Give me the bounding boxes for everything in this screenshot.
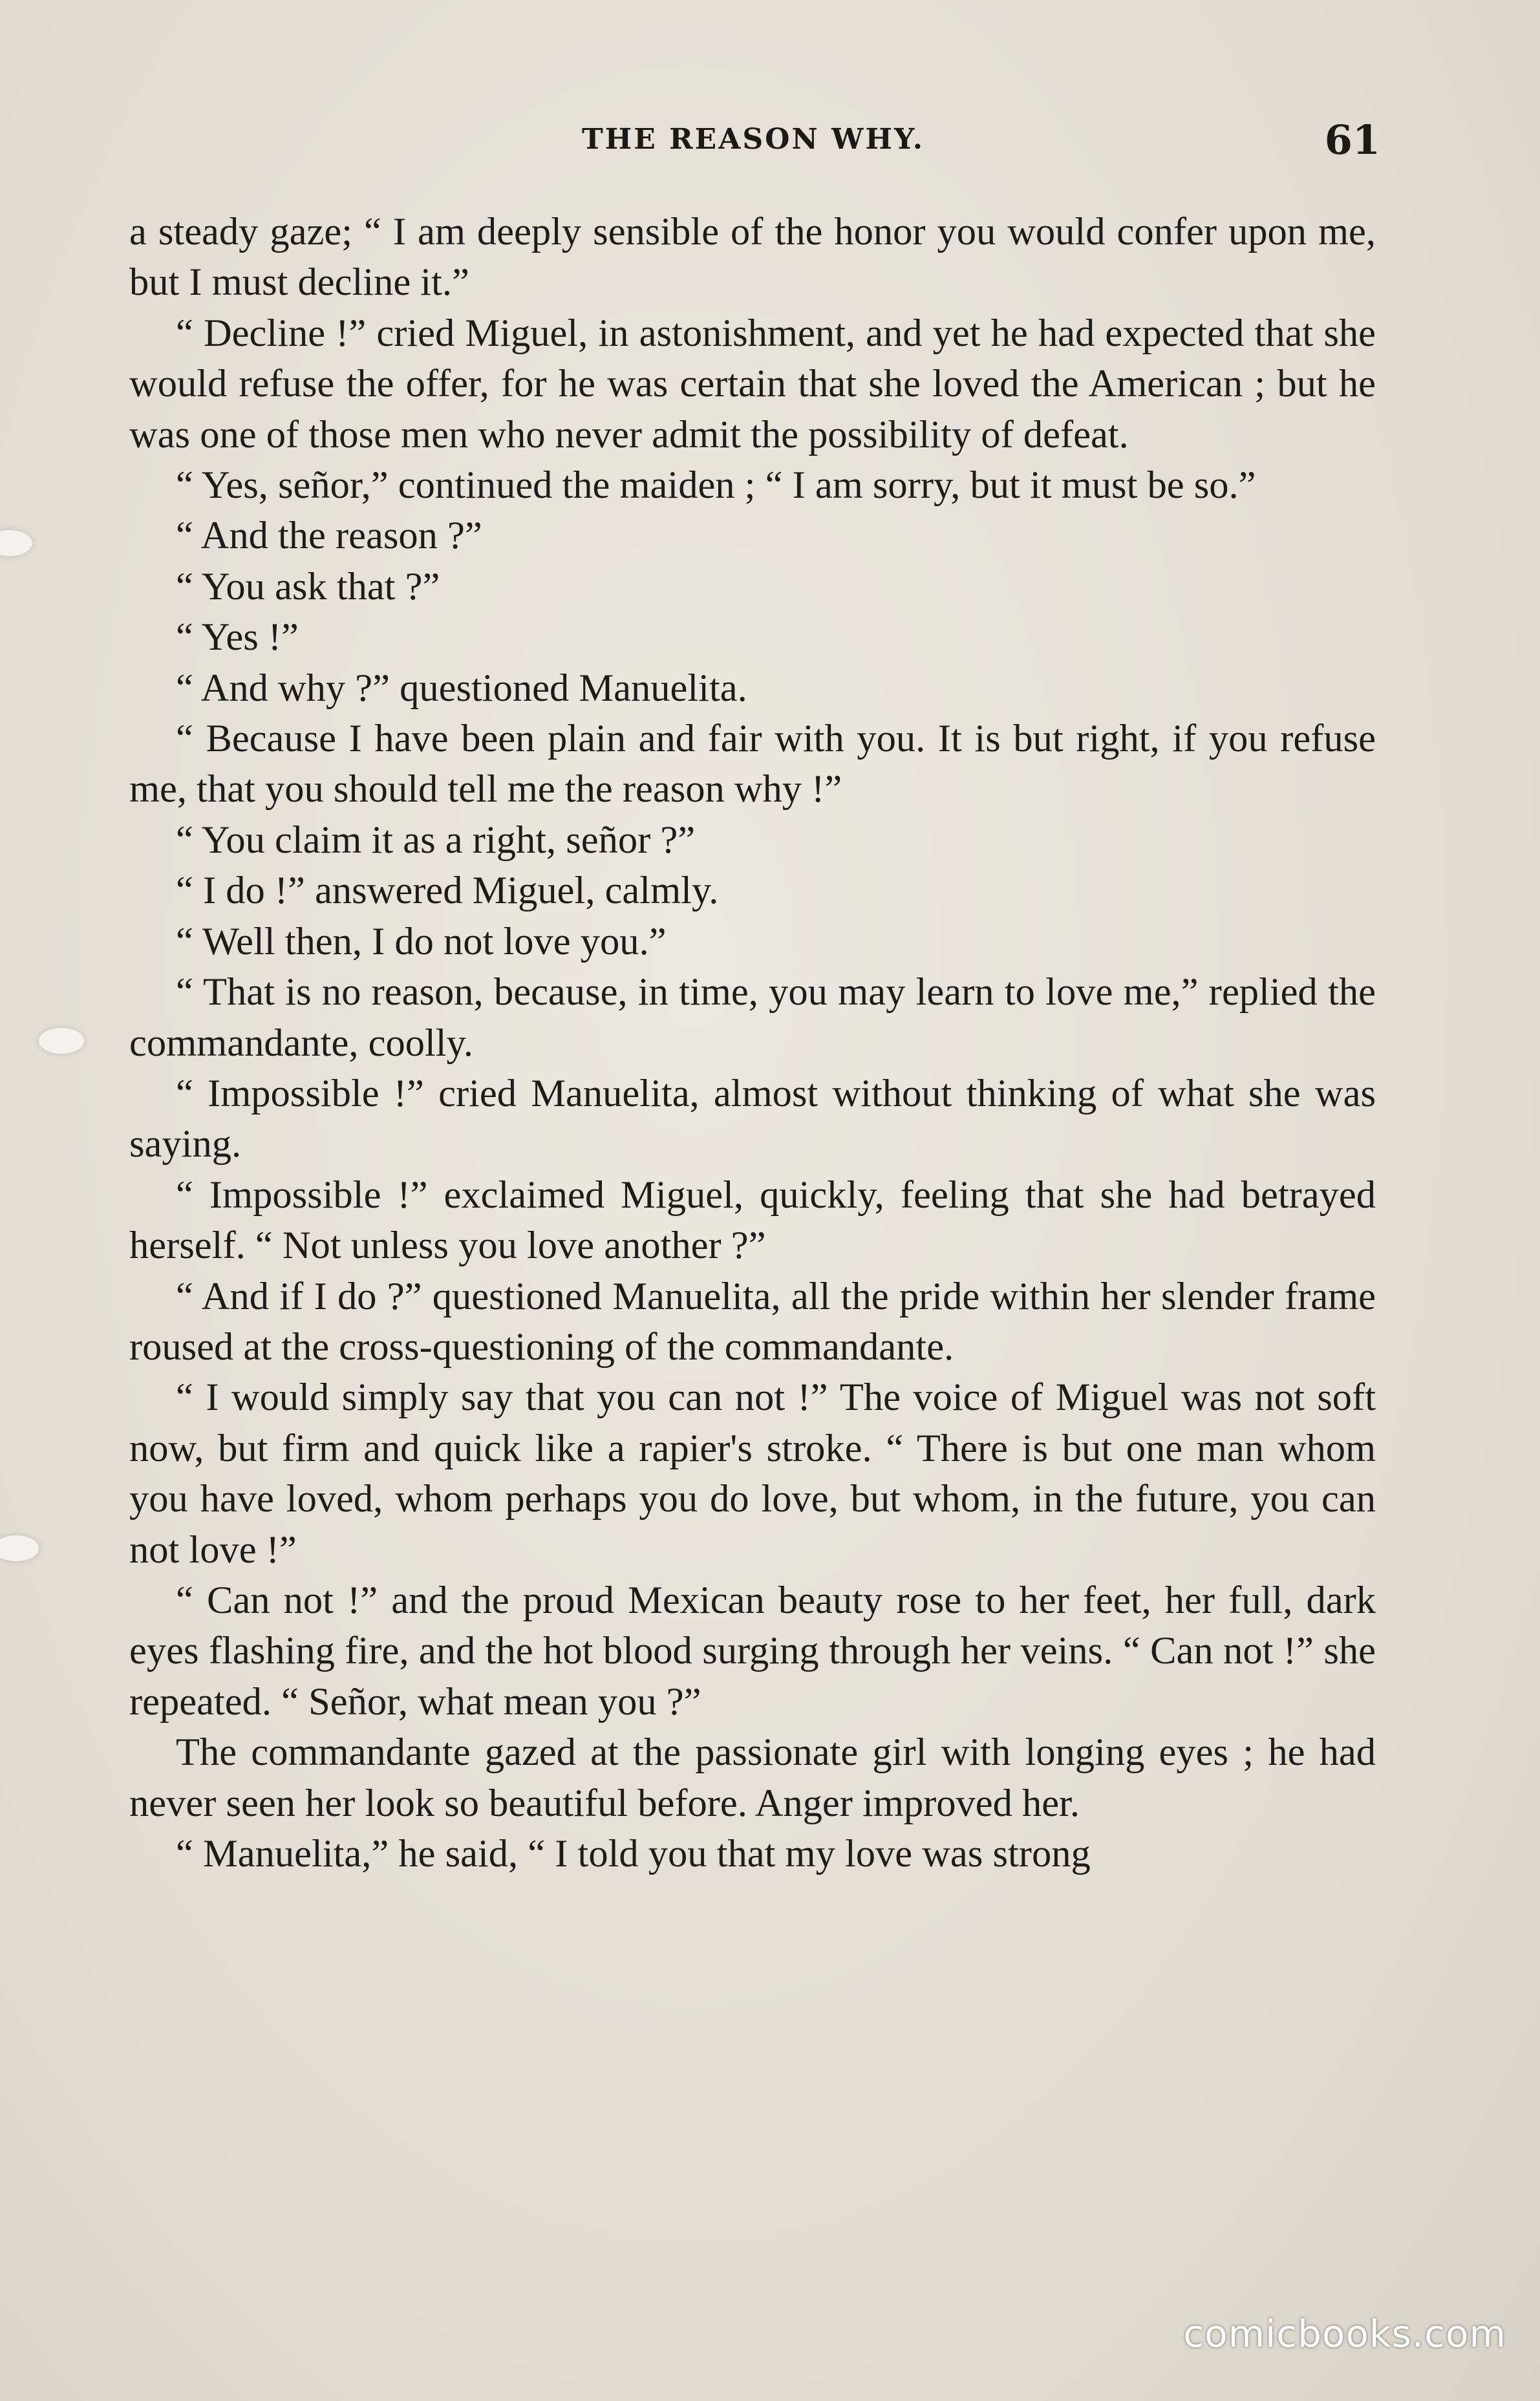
paragraph: “ Yes, señor,” continued the maiden ; “ I am sorry, but it must be so.”	[176, 464, 1256, 507]
body-text	[129, 207, 1376, 1879]
paragraph: a steady gaze; “ I am deeply sensible of the honor you would confer upon me, but I must decline it.”	[129, 210, 1376, 304]
paragraph: “ Can not !” and the proud Mexican beauty rose to her feet, her full, dark eyes flashing fire, and the hot blood surging through her veins. “ Can not !” she repeated. “ Señor, what mean you ?”	[129, 1578, 1376, 1723]
page-header	[126, 116, 1380, 175]
paragraph: The commandante gazed at the passionate girl with longing eyes ; he had never seen her look so beautiful before. Anger improved her.	[129, 1731, 1376, 1825]
paragraph: “ Well then, I do not love you.”	[176, 919, 667, 963]
paragraph: “ Manuelita,” he said, “ I told you that my love was strong	[176, 1832, 1091, 1875]
page-tear-mark	[0, 530, 32, 556]
page-number: 61	[1324, 116, 1380, 164]
paragraph: “ That is no reason, because, in time, you may learn to love me,” replied the commandante, coolly.	[129, 970, 1376, 1065]
paragraph: “ Impossible !” exclaimed Miguel, quickly, feeling that she had betrayed herself. “ Not unless you love another ?”	[129, 1173, 1376, 1268]
paragraph: “ Because I have been plain and fair with you. It is but right, if you refuse me, that you should tell me the reason why !”	[129, 717, 1376, 811]
paragraph: “ You ask that ?”	[176, 564, 440, 608]
paragraph: “ I would simply say that you can not !” The voice of Miguel was not soft now, but firm and quick like a rapier's stroke. “ There is but one man whom you have loved, whom perhaps you do love, but whom, in the future, you can not love !”	[129, 1376, 1376, 1572]
page-tear-mark	[0, 1535, 39, 1561]
running-title: THE REASON WHY.	[581, 123, 925, 156]
paragraph: “ And why ?” questioned Manuelita.	[176, 666, 747, 710]
paragraph: “ Impossible !” cried Manuelita, almost without thinking of what she was saying.	[129, 1071, 1376, 1166]
paragraph: “ And the reason ?”	[176, 514, 482, 558]
paragraph: “ You claim it as a right, señor ?”	[176, 818, 696, 862]
paragraph: “ Decline !” cried Miguel, in astonishment, and yet he had expected that she would refuse the offer, for he was certain that she loved the American ; but he was one of those men who never admit the possibility of defeat.	[129, 311, 1376, 456]
paragraph: “ Yes !”	[176, 615, 299, 659]
paragraph: “ And if I do ?” questioned Manuelita, all the pride within her slender frame roused at the cross-questioning of the commandante.	[129, 1274, 1376, 1369]
watermark: comicbooks.com	[1183, 2312, 1506, 2356]
page-tear-mark	[39, 1028, 84, 1054]
paragraph: “ I do !” answered Miguel, calmly.	[176, 869, 719, 913]
